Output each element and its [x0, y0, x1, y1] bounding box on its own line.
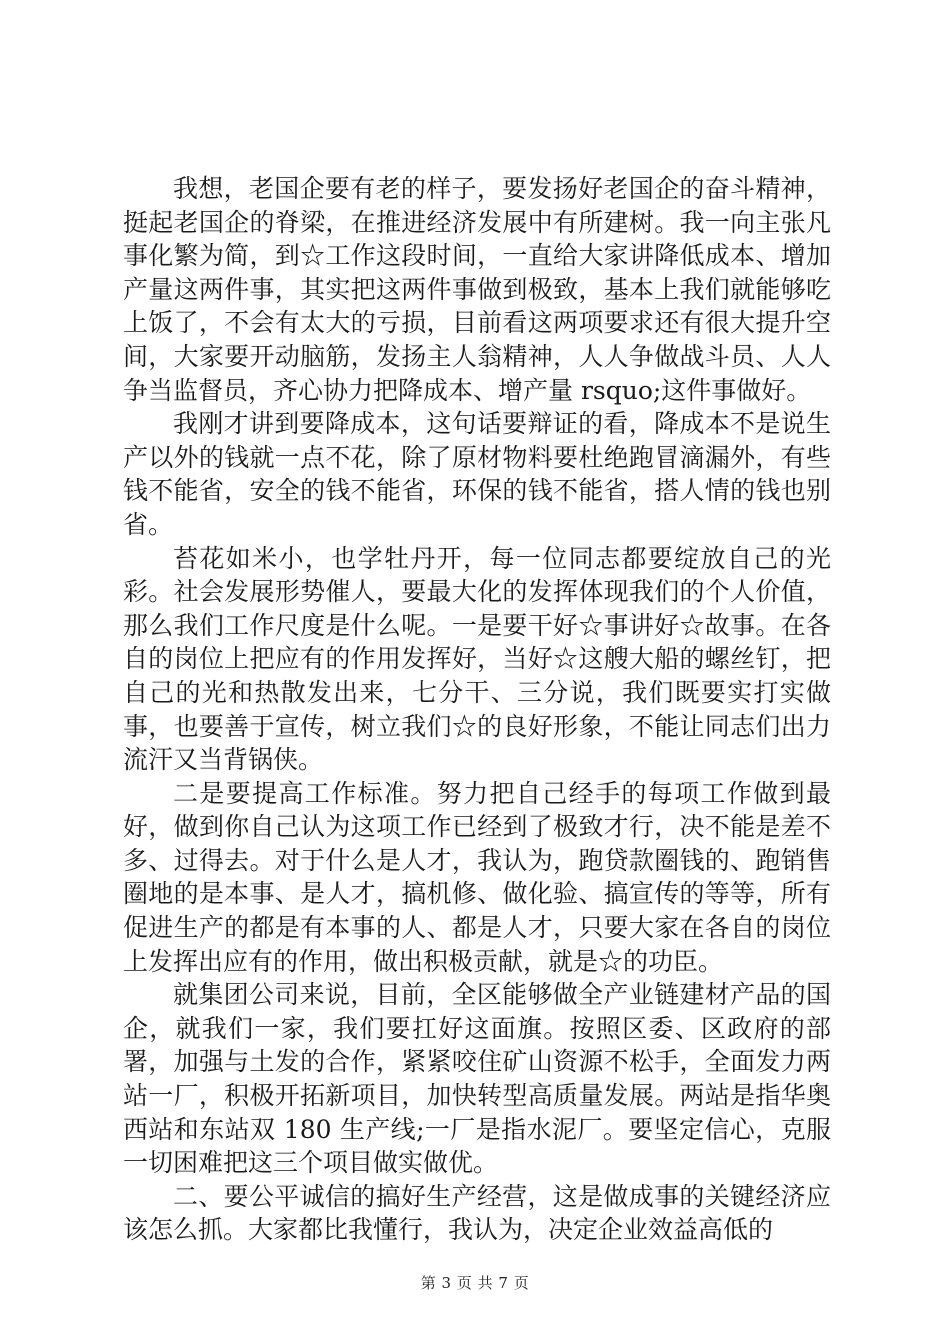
- paragraph-3: 苔花如米小，也学牡丹开，每一位同志都要绽放自己的光彩。社会发展形势催人，要最大化的发挥体现我们的个人价值，那么我们工作尺度是什么呢。一是要干好☆事讲好☆故事。在各自的岗位上把应有的作用发挥好，当好☆这艘大船的螺丝钉，把自己的光和热散发出来，七分干、三分说，我们既要实打实做事，也要善于宣传，树立我们☆的良好形象，不能让同志们出力流汗又当背锅侠。: [123, 543, 831, 775]
- paragraph-2: 我刚才讲到要降成本，这句话要辩证的看，降成本不是说生产以外的钱就一点不花，除了原材物料要杜绝跑冒滴漏外，有些钱不能省，安全的钱不能省，环保的钱不能省，搭人情的钱也别省。: [123, 409, 831, 539]
- paragraph-6: 二、要公平诚信的搞好生产经营，这是做成事的关键经济应该怎么抓。大家都比我懂行，我认为，决定企业效益高低的: [123, 1181, 831, 1245]
- page-footer: 第 3 页 共 7 页: [420, 1274, 530, 1292]
- paragraph-5: 就集团公司来说，目前，全区能够做全产业链建材产品的国企，就我们一家，我们要扛好这面旗。按照区委、区政府的部署，加强与土发的合作，紧紧咬住矿山资源不松手，全面发力两站一厂，积极开拓新项目，加快转型高质量发展。两站是指华奥西站和东站双 180 生产线;一厂是指水泥厂。要坚定信心，克服一切困难把这三个项目做实做优。: [123, 980, 831, 1178]
- paragraph-1: 我想，老国企要有老的样子，要发扬好老国企的奋斗精神，挺起老国企的脊梁，在推进经济发展中有所建树。我一向主张凡事化繁为简，到☆工作这段时间，一直给大家讲降低成本、增加产量这两件事，其实把这两件事做到极致，基本上我们就能够吃上饭了，不会有太大的亏损，目前看这两项要求还有很大提升空间，大家要开动脑筋，发扬主人翁精神，人人争做战斗员、人人争当监督员，齐心协力把降成本、增产量 rsquo;这件事做好。: [123, 174, 831, 405]
- paragraph-4: 二是要提高工作标准。努力把自己经手的每项工作做到最好，做到你自己认为这项工作已经到了极致才行，决不能是差不多、过得去。对于什么是人才，我认为，跑贷款圈钱的、跑销售圈地的是本事、是人才，搞机修、做化验、搞宣传的等等，所有促进生产的都是有本事的人、都是人才，只要大家在各自的岗位上发挥出应有的作用，做出积极贡献，就是☆的功臣。: [123, 778, 831, 976]
- document-body: [123, 172, 831, 1247]
